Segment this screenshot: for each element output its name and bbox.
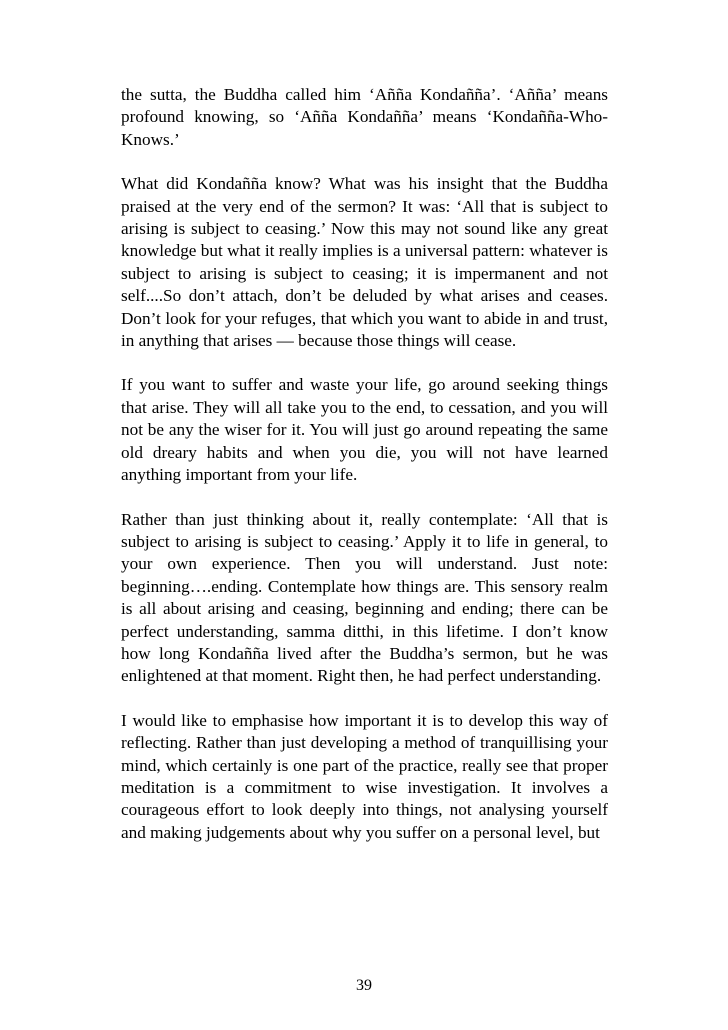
page-number: 39 <box>356 977 372 994</box>
paragraph-1: the sutta, the Buddha called him ‘Añña Kondañña’. ‘Añña’ means profound knowing, so ‘Añña Kondañña’ means ‘Kondañña-Who-Knows.’ <box>121 85 608 149</box>
paragraph-3: If you want to suffer and waste your life, go around seeking things that arise. They will all take you to the end, to cessation, and you will not be any the wiser for it. You will just go around repeating the same old dreary habits and when you die, you will not have learned anything important from your life. <box>121 375 608 485</box>
page-body <box>121 84 608 866</box>
paragraph-5: I would like to emphasise how important it is to develop this way of reflecting. Rather than just developing a method of tranquillising your mind, which certainly is one part of the practice, really see that proper meditation is a commitment to wise investigation. It involves a courageous effort to look deeply into things, not analysing yourself and making judgements about why you suffer on a personal level, but <box>121 710 608 842</box>
paragraph-4: Rather than just thinking about it, really contemplate: ‘All that is subject to arising is subject to ceasing.’ Apply it to life in general, to your own experience. Then you will understand. Just note: beginning….ending. Contemplate how things are. This sensory realm is all about arising and ceasing, beginning and ending; there can be perfect understanding, samma ditthi, in this lifetime. I don’t know how long Kondañña lived after the Buddha’s sermon, but he was enlightened at that moment. Right then, he had perfect understanding. <box>121 509 608 686</box>
paragraph-2: What did Kondañña know? What was his insight that the Buddha praised at the very end of the sermon? It was: ‘All that is subject to arising is subject to ceasing.’ Now this may not sound like any great knowledge but what it really implies is a universal pattern: whatever is subject to arising is subject to ceasing; it is impermanent and not self....So don’t attach, don’t be deluded by what arises and ceases. Don’t look for your refuges, that which you want to abide in and trust, in anything that arises — because those things will cease. <box>121 174 608 351</box>
